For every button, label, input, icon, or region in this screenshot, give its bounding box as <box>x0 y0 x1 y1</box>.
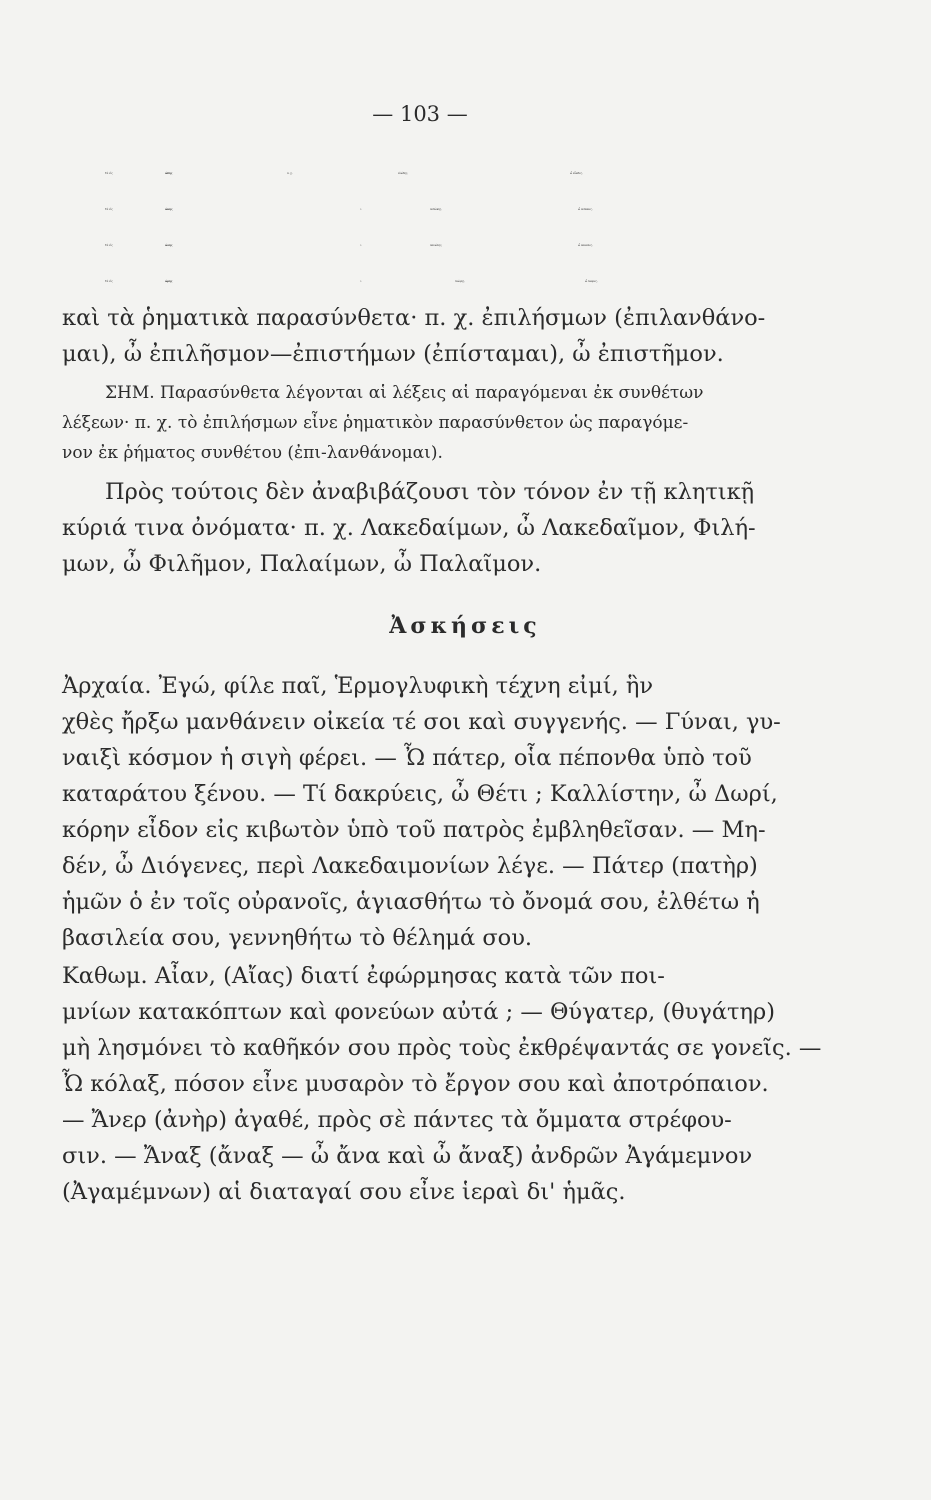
ending-row <box>0 160 931 188</box>
row-word: εὐώδης, <box>398 172 409 175</box>
row-word: ποδώκης, <box>430 208 442 211</box>
paragraph-line: κύριά τινα ὀνόματα· π. χ. Λακεδαίμων, ὦ Λακεδαῖμον, Φιλή- <box>62 515 756 541</box>
row-ending: ώλης <box>165 244 173 247</box>
row-ending: ώκης <box>165 208 173 211</box>
exercise-line: — Ἄνερ (ἀνὴρ) ἀγαθέ, πρὸς σὲ πάντες τὰ ὄμματα στρέφου- <box>62 1107 732 1133</box>
row-pc: π. χ. <box>287 172 293 175</box>
row-vocative: ὦ εὖῶδες, <box>570 172 583 175</box>
page-number: — 103 — <box>372 102 468 126</box>
row-vocative: ὦ πανῶλες, <box>578 244 593 247</box>
paragraph-line: μων, ὦ Φιλῆμον, Παλαίμων, ὦ Παλαῖμον. <box>62 551 542 577</box>
row-vocative: ὦ Διῶρες, <box>585 280 598 283</box>
exercise-line: μὴ λησμόνει τὸ καθῆκόν σου πρὸς τοὺς ἐκθρέψαντάς σε γονεῖς. — <box>62 1035 822 1061</box>
exercise-line: (Ἀγαμέμνων) αἱ διαταγαί σου εἶνε ἱεραὶ δι' ἡμᾶς. <box>62 1179 626 1205</box>
exercise-line: ἡμῶν ὁ ἐν τοῖς οὐρανοῖς, ἁγιασθήτω τὸ ὄνομά σου, ἐλθέτω ἡ <box>62 889 760 915</box>
note-line: ΣΗΜ. Παρασύνθετα λέγονται αἱ λέξεις αἱ παραγόμεναι ἐκ συνθέτων <box>105 383 704 403</box>
paragraph-line: Πρὸς τούτοις δὲν ἀναβιβάζουσι τὸν τόνον ἐν τῇ κλητικῇ <box>105 479 755 505</box>
section-heading: Ἀσκήσεις <box>389 613 541 639</box>
exercise-line: κόρην εἶδον εἰς κιβωτὸν ὑπὸ τοῦ πατρὸς ἐμβληθεῖσαν. — Μη- <box>62 817 766 843</box>
row-label: Τὰ εἰς <box>105 208 113 211</box>
note-line: νον ἐκ ῥήματος συνθέτου (ἐπι-λανθάνομαι). <box>62 443 443 463</box>
exercise-line: Ἀρχαία. Ἐγώ, φίλε παῖ, Ἑρμογλυφικὴ τέχνη εἰμί, ἣν <box>62 673 654 699</box>
exercise-line: χθὲς ἤρξω μανθάνειν οἰκεία τέ σοι καὶ συγγενής. — Γύναι, γυ- <box>62 709 781 735</box>
paragraph-line: καὶ τὰ ῥηματικὰ παρασύνθετα· π. χ. ἐπιλήσμων (ἐπιλανθάνο- <box>62 305 766 331</box>
exercise-line: σιν. — Ἄναξ (ἄναξ — ὦ ἄνα καὶ ὦ ἄναξ) ἀνδρῶν Ἀγάμεμνον <box>62 1143 753 1169</box>
row-label: Τὰ εἰς <box>105 172 113 175</box>
exercise-line: δέν, ὦ Διόγενες, περὶ Λακεδαιμονίων λέγε. — Πάτερ (πατὴρ) <box>62 853 758 879</box>
row-label: Τὰ εἰς <box>105 280 113 283</box>
exercise-line: μνίων κατακόπτων καὶ φονεύων αὐτά ; — Θύγατερ, (θυγάτηρ) <box>62 999 775 1025</box>
exercise-line: καταράτου ξένου. — Τί δακρύεις, ὦ Θέτι ; Καλλίστην, ὦ Δωρί, <box>62 781 778 807</box>
paragraph-line: μαι), ὦ ἐπιλῆσμον—ἐπιστήμων (ἐπίσταμαι), ὦ ἐπιστῆμον. <box>62 341 724 367</box>
exercise-line: βασιλεία σου, γεννηθήτω τὸ θέλημά σου. <box>62 925 533 951</box>
row-word: Διώρης, <box>455 280 465 283</box>
note-line: λέξεων· π. χ. τὸ ἐπιλήσμων εἶνε ῥηματικὸν παρασύνθετον ὡς παραγόμε- <box>62 413 689 433</box>
ending-row <box>0 268 931 296</box>
row-vocative: ὦ ποδῶκες, <box>578 208 593 211</box>
row-pc: » <box>360 244 362 247</box>
ending-row <box>0 232 931 260</box>
row-word: πανώλης, <box>430 244 443 247</box>
exercise-line: Ὦ κόλαξ, πόσον εἶνε μυσαρὸν τὸ ἔργον σου καὶ ἀποτρόπαιον. <box>62 1071 769 1097</box>
row-pc: » <box>360 280 362 283</box>
row-label: Τὰ εἰς <box>105 244 113 247</box>
row-ending: ώδης <box>165 172 173 175</box>
ending-row <box>0 196 931 224</box>
row-pc: » <box>360 208 362 211</box>
row-ending: ώρης <box>165 280 173 283</box>
exercise-line: ναιξὶ κόσμον ἡ σιγὴ φέρει. — Ὦ πάτερ, οἷα πέπονθα ὑπὸ τοῦ <box>62 745 752 771</box>
exercise-line: Καθωμ. Αἶαν, (Αἴας) διατί ἐφώρμησας κατὰ τῶν ποι- <box>62 963 665 989</box>
